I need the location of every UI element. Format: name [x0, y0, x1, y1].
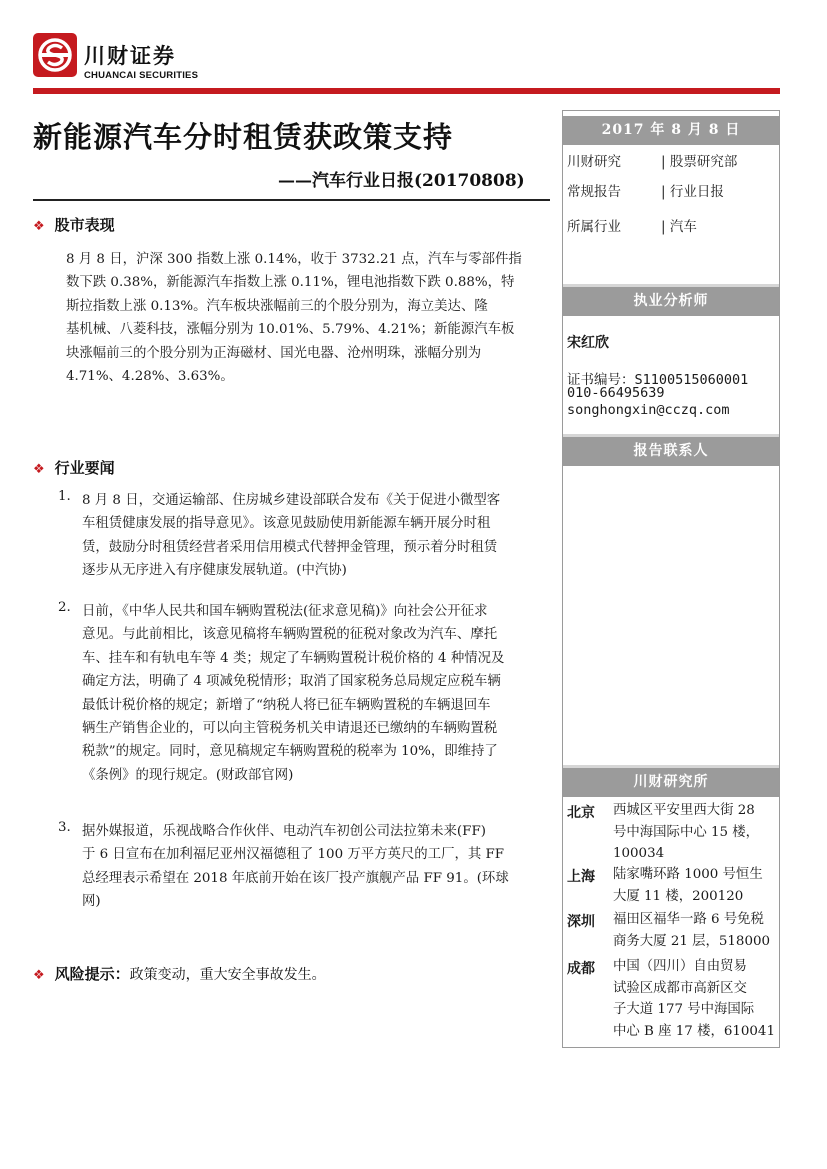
risk-text: 政策变动，重大安全事故发生。 — [129, 967, 326, 983]
meta-value: | 行业日报 — [661, 184, 724, 200]
address-line: 福田区福华一路 6 号免税 — [613, 912, 764, 927]
news-item-number: 2. — [58, 600, 71, 615]
paragraph-line: 确定方法，明确了 4 项减免税情形；取消了国家税务总局规定应税车辆 — [82, 674, 501, 690]
analyst-cert: 证书编号：S1100515060001 — [567, 372, 749, 388]
office-city: 成都 — [567, 961, 595, 977]
paragraph-line: 网) — [82, 894, 101, 910]
address-line: 子大道 177 号中海国际 — [613, 1002, 755, 1017]
diamond-bullet-icon: ❖ — [33, 968, 45, 983]
company-english-name: CHUANCAI SECURITIES — [84, 70, 199, 81]
diamond-bullet-icon: ❖ — [33, 462, 45, 477]
company-name: 川财证券 — [84, 44, 176, 68]
office-city: 北京 — [567, 805, 595, 821]
address-line: 商务大厦 21 层，518000 — [613, 933, 771, 949]
address-line: 试验区成都市高新区交 — [613, 980, 747, 996]
market-heading-text: 股市表现 — [54, 216, 115, 234]
analyst-name: 宋红欣 — [567, 335, 609, 351]
risk-note — [33, 963, 326, 984]
company-logo-icon — [33, 33, 77, 77]
news-item — [58, 489, 550, 589]
analyst-email: songhongxin@cczq.com — [567, 402, 730, 418]
paragraph-line: 数下跌 0.38%，新能源汽车指数上涨 0.11%，锂电池指数下跌 0.88%，特 — [66, 275, 515, 291]
risk-label: 风险提示： — [54, 965, 130, 983]
office-city: 上海 — [567, 869, 595, 885]
meta-value: | 汽车 — [661, 219, 697, 235]
paragraph-line: 8 月 8 日，沪深 300 指数上涨 0.14%，收于 3732.21 点，汽车与零部件指 — [66, 252, 522, 267]
paragraph-line: 赁，鼓励分时租赁经营者采用信用模式代替押金管理，预示着分时租赁 — [82, 539, 498, 555]
meta-value: | 股票研究部 — [661, 154, 738, 170]
meta-row — [567, 215, 697, 235]
market-paragraph — [66, 248, 550, 388]
paragraph-line: 斯拉指数上涨 0.13%。汽车板块涨幅前三的个股分别为，海立美达、隆 — [66, 298, 488, 314]
paragraph-line: 辆生产销售企业的，可以向主管税务机关申请退还已缴纳的车辆购置税 — [82, 721, 498, 737]
paragraph-line: 基机械、八菱科技，涨幅分别为 10.01%、5.79%、4.21%；新能源汽车板 — [66, 322, 515, 338]
paragraph-line: 日前，《中华人民共和国车辆购置税法(征求意见稿)》向社会公开征求 — [82, 604, 488, 619]
meta-row — [567, 180, 724, 200]
section-heading-market — [33, 214, 115, 235]
news-item — [58, 600, 550, 800]
office-address — [613, 800, 775, 865]
analyst-phone: 010-66495639 — [567, 385, 665, 401]
report-subtitle: ——汽车行业日报(20170808) — [278, 171, 525, 191]
address-line: 陆家嘴环路 1000 号恒生 — [613, 867, 763, 882]
paragraph-line: 4.71%、4.28%、3.63%。 — [66, 369, 234, 385]
paragraph-line: 逐步从无序进入有序健康发展轨道。(中汽协) — [82, 563, 347, 579]
paragraph-line: 总经理表示希望在 2018 年底前开始在该厂投产旗舰产品 FF 91。(环球 — [82, 870, 509, 886]
diamond-bullet-icon: ❖ — [33, 219, 45, 234]
news-item-number: 3. — [58, 820, 71, 835]
report-title: 新能源汽车分时租赁获政策支持 — [33, 120, 454, 154]
office-city: 深圳 — [567, 914, 595, 930]
paragraph-line: 最低计税价格的规定；新增了“纳税人将已征车辆购置税的车辆退回车 — [82, 697, 491, 713]
news-item — [58, 820, 550, 920]
address-line: 西城区平安里西大街 28 — [613, 803, 755, 818]
section-heading-news — [33, 457, 115, 478]
paragraph-line: 块涨幅前三的个股分别为正海磁材、国光电器、沧州明珠，涨幅分别为 — [66, 345, 482, 361]
address-line: 100034 — [613, 846, 665, 861]
office-address — [613, 864, 775, 907]
address-line: 号中海国际中心 15 楼， — [613, 824, 760, 840]
meta-row — [567, 150, 737, 170]
paragraph-line: 意见。与此前相比，该意见稿将车辆购置税的征税对象改为汽车、摩托 — [82, 627, 498, 643]
office-address — [613, 956, 775, 1042]
contact-header: 报告联系人 — [563, 437, 779, 466]
address-line: 中心 B 座 17 楼，610041 — [613, 1023, 775, 1039]
meta-key: 常规报告 — [567, 184, 621, 200]
paragraph-line: 车、挂车和有轨电车等 4 类；规定了车辆购置税计税价格的 4 种情况及 — [82, 650, 505, 666]
office-address — [613, 909, 775, 952]
institute-header: 川财研究所 — [563, 768, 779, 797]
paragraph-line: 车租赁健康发展的指导意见》。该意见鼓励使用新能源车辆开展分时租 — [82, 516, 491, 532]
info-sidebar — [562, 110, 780, 1048]
meta-key: 川财研究 — [567, 154, 621, 170]
report-date: 2017 年 8 月 8 日 — [563, 116, 779, 145]
news-item-number: 1. — [58, 489, 71, 504]
paragraph-line: 据外媒报道，乐视战略合作伙伴、电动汽车初创公司法拉第未来(FF) — [82, 824, 486, 839]
paragraph-line: 税款”的规定。同时，意见稿规定车辆购置税的税率为 10%，即维持了 — [82, 744, 498, 760]
news-heading-text: 行业要闻 — [54, 459, 115, 477]
paragraph-line: 于 6 日宣布在加利福尼亚州汉福德租了 100 万平方英尺的工厂，其 FF — [82, 847, 505, 863]
address-line: 中国（四川）自由贸易 — [613, 959, 747, 974]
analyst-header: 执业分析师 — [563, 287, 779, 316]
header-accent-bar — [33, 88, 780, 94]
title-divider — [33, 199, 550, 201]
paragraph-line: 《条例》的现行规定。(财政部官网) — [82, 767, 294, 783]
paragraph-line: 8 月 8 日，交通运输部、住房城乡建设部联合发布《关于促进小微型客 — [82, 493, 501, 508]
meta-key: 所属行业 — [567, 219, 621, 235]
address-line: 大厦 11 楼，200120 — [613, 888, 744, 904]
